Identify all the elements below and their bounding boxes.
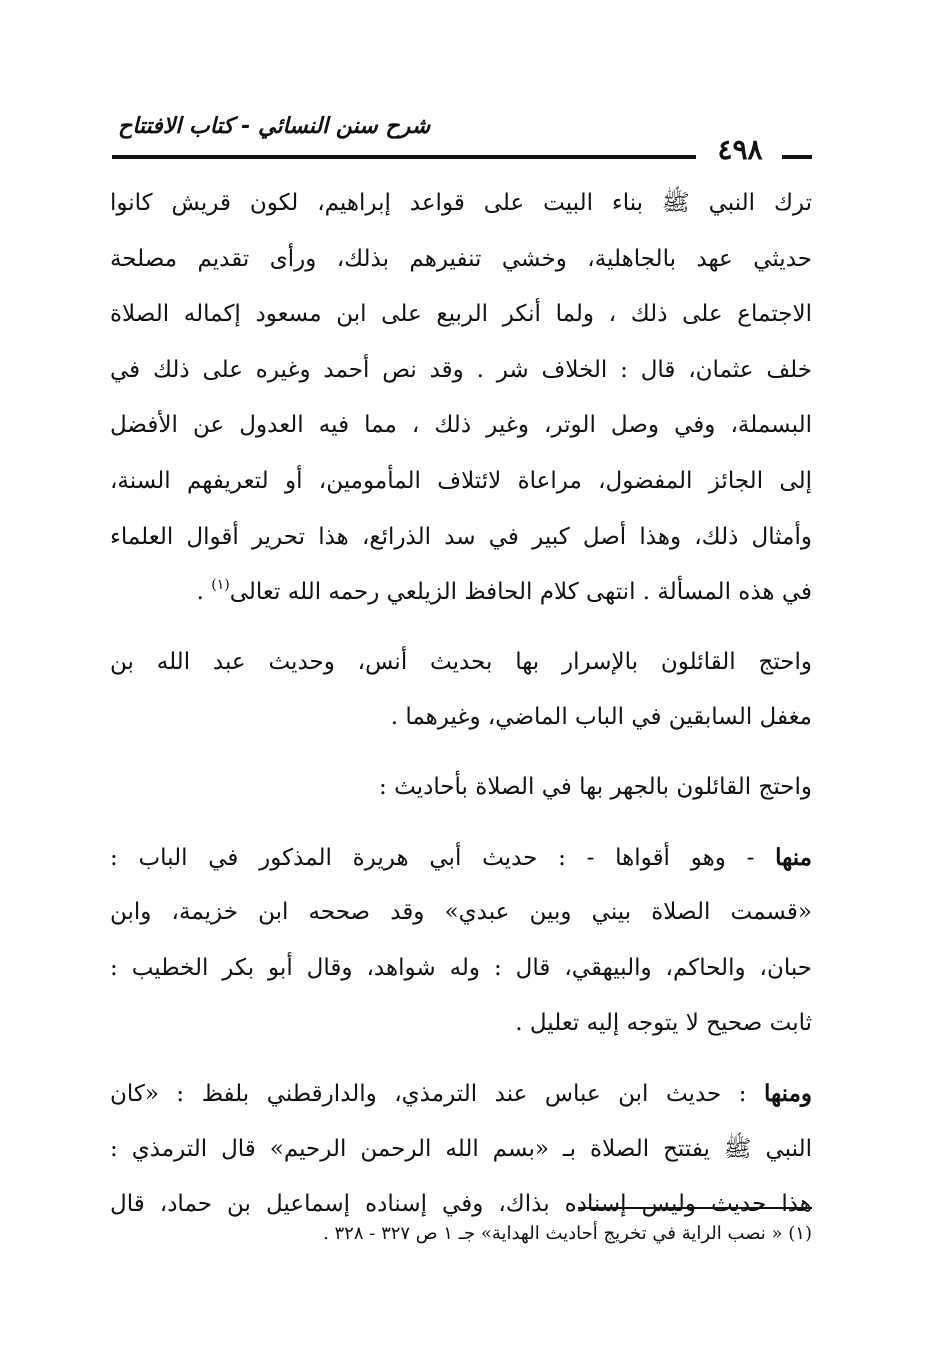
text-line: وأمثال ذلك، وهذا أصل كبير في سد الذرائع، هذا تحرير أقوال العلماء (110, 523, 812, 550)
text-line: إلى الجائز المفضول، مراعاة لائتلاف المأمومين، أو لتعريفهم السنة، (110, 467, 812, 494)
text-line: هذا حديث وليس إسناده بذاك، وفي إسناده إسماعيل بن حماد، قال (110, 1191, 812, 1218)
footnote: (١) « نصب الراية في تخريج أحاديث الهداية» جـ ١ ص ٣٢٧ - ٣٢٨ . (323, 1223, 812, 1244)
paragraph-gap (110, 621, 812, 635)
text-line: ترك النبي ﷺ بناء البيت على قواعد إبراهيم، لكون قريش كانوا (110, 190, 812, 216)
text-line: واحتج القائلون بالجهر بها في الصلاة بأحاديث : (379, 773, 812, 800)
paragraph-gap (110, 1052, 812, 1066)
text-line: البسملة، وفي وصل الوتر، وغير ذلك ، مما فيه العدول عن الأفضل (110, 412, 812, 439)
text-line: مغفل السابقين في الباب الماضي، وغيرهما . (390, 704, 812, 731)
text-line: واحتج القائلون بالإسرار بها بحديث أنس، وحديث عبد الله بن (110, 648, 812, 675)
text-line-with-footnote (110, 565, 812, 621)
text-span: في هذه المسألة . انتهى كلام الحافظ الزيلعي رحمه الله تعالى (229, 579, 812, 606)
text-span: . (196, 579, 212, 606)
text-line: «قسمت الصلاة بيني وبين عبدي» وقد صححه ابن خزيمة، وابن (110, 899, 812, 926)
header-rule-short (782, 155, 812, 159)
paragraph-gap (110, 816, 812, 830)
text-line (110, 830, 812, 886)
running-title: شرح سنن النسائي - كتاب الافتتاح (118, 114, 431, 139)
paragraph-gap (110, 746, 812, 760)
text-line: ثابت صحيح لا يتوجه إليه تعليل . (515, 1010, 812, 1037)
text-line: الاجتماع على ذلك ، ولما أنكر الربيع على ابن مسعود إكماله الصلاة (110, 301, 812, 328)
text-line (110, 1066, 812, 1122)
footnote-rule (578, 1207, 812, 1209)
page-number: ٤٩٨ (717, 133, 763, 166)
text-span: - وهو أقواها - : حديث أبي هريرة المذكور في الباب : (110, 844, 755, 871)
text-line: خلف عثمان، قال : الخلاف شر . وقد نص أحمد وغيره على ذلك في (110, 356, 812, 383)
text-span: : حديث ابن عباس عند الترمذي، والدارقطني بلفظ : «كان (110, 1080, 747, 1107)
lead-word: ومنها (764, 1079, 812, 1107)
body-text (110, 176, 812, 1233)
header-rule (112, 155, 696, 159)
footnote-reference: (١) (211, 577, 230, 594)
text-line: حديثي عهد بالجاهلية، وخشي تنفيرهم بذلك، ورأى تقديم مصلحة (110, 245, 812, 272)
text-line: النبي ﷺ يفتتح الصلاة بـ «بسم الله الرحمن الرحيم» قال الترمذي : (110, 1135, 812, 1162)
lead-word: منها (775, 843, 812, 871)
text-line: حبان، والحاكم، والبيهقي، قال : وله شواهد، وقال أبو بكر الخطيب : (110, 954, 812, 981)
